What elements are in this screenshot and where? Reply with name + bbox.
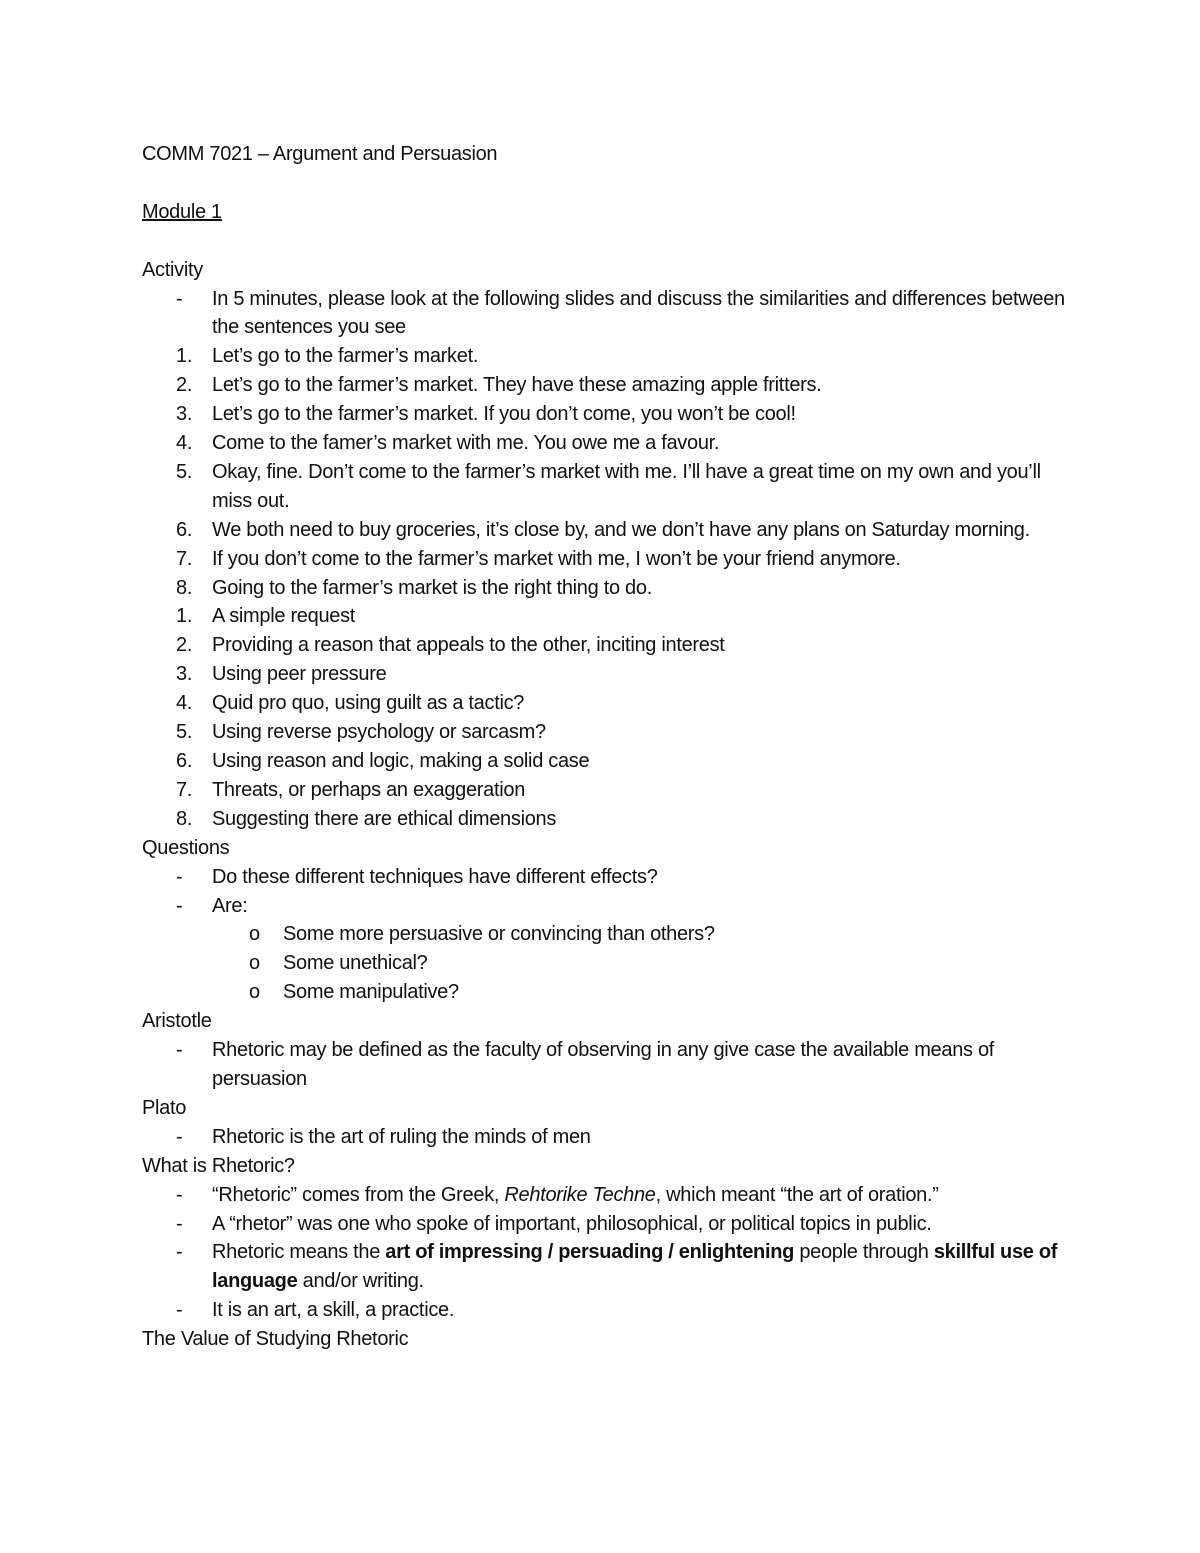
list-number: 4. — [176, 432, 193, 455]
dash-bullet: - — [176, 1241, 183, 1264]
list-item — [142, 1210, 1072, 1239]
list-number: 7. — [176, 547, 193, 570]
list-item — [142, 776, 1072, 805]
list-item-text: Using peer pressure — [212, 663, 387, 686]
list-item — [142, 1238, 1072, 1296]
section-heading-aristotle: Aristotle — [142, 1010, 212, 1033]
list-item-text: Quid pro quo, using guilt as a tactic? — [212, 692, 525, 715]
text-run: and/or writing. — [297, 1270, 424, 1293]
list-number: 5. — [176, 460, 193, 483]
list-item-text: Okay, fine. Don’t come to the farmer’s market with me. I’ll have a great time on my own and you’ll miss out. — [212, 460, 1041, 512]
list-item-text: Are: — [212, 894, 248, 917]
list-item-text: It is an art, a skill, a practice. — [212, 1299, 455, 1322]
list-item-text: Providing a reason that appeals to the other, inciting interest — [212, 634, 725, 657]
list-item — [142, 631, 1072, 660]
section-heading-what-is-rhetoric: What is Rhetoric? — [142, 1154, 295, 1177]
list-item — [142, 429, 1072, 458]
blank-line — [142, 227, 1072, 256]
list-item — [142, 805, 1072, 834]
document-page — [142, 140, 1072, 1354]
dash-bullet: - — [176, 1299, 183, 1322]
list-number: 1. — [176, 605, 193, 628]
list-item — [142, 602, 1072, 631]
list-item-text: In 5 minutes, please look at the following slides and discuss the similarities and differences between the sentences you see — [212, 287, 1065, 339]
list-item-text: A “rhetor” was one who spoke of important, philosophical, or political topics in public. — [212, 1212, 932, 1235]
dash-bullet: - — [176, 1183, 183, 1206]
section-heading-activity: Activity — [142, 258, 203, 281]
list-number: 6. — [176, 750, 193, 772]
list-item — [142, 285, 1072, 343]
module-heading: Module 1 — [142, 200, 222, 223]
text-run: “Rhetoric” comes from the Greek, — [212, 1183, 505, 1206]
list-number: 4. — [176, 692, 193, 715]
list-item — [142, 516, 1072, 545]
list-item-text: Suggesting there are ethical dimensions — [212, 807, 557, 830]
list-item — [142, 689, 1072, 718]
list-item-text: Come to the famer’s market with me. You owe me a favour. — [212, 432, 720, 455]
circle-bullet: o — [249, 923, 260, 946]
list-number: 1. — [176, 345, 193, 368]
section-heading-plato: Plato — [142, 1096, 187, 1119]
sub-list-item-text: Some more persuasive or convincing than others? — [283, 923, 715, 946]
dash-bullet: - — [176, 865, 183, 888]
list-item-text: Rhetoric may be defined as the faculty of observing in any give case the available means of persuasion — [212, 1039, 995, 1090]
sub-list-item-text: Some unethical? — [283, 952, 428, 975]
text-run: , which meant “the art of oration.” — [655, 1183, 939, 1206]
list-item-text: Going to the farmer’s market is the right thing to do. — [212, 576, 652, 599]
text-run: Rhetoric means the — [212, 1241, 386, 1264]
sub-list-item — [142, 920, 1072, 949]
list-item — [142, 718, 1072, 747]
dash-bullet: - — [176, 1039, 183, 1062]
list-item-text — [212, 1181, 1072, 1210]
list-item — [142, 747, 1072, 776]
list-item — [142, 574, 1072, 603]
list-number: 7. — [176, 778, 193, 801]
list-item — [142, 545, 1072, 574]
list-item-text: A simple request — [212, 605, 356, 628]
list-item-text: Do these different techniques have different effects? — [212, 865, 658, 888]
italic-term: Rehtorike Techne — [504, 1183, 656, 1206]
list-item — [142, 458, 1072, 516]
list-item — [142, 371, 1072, 400]
list-number: 3. — [176, 663, 193, 686]
bold-phrase: art of impressing / persuading / enlightening — [385, 1241, 795, 1264]
list-item — [142, 1123, 1072, 1152]
list-item-text: If you don’t come to the farmer’s market with me, I won’t be your friend anymore. — [212, 547, 901, 570]
list-item-text — [212, 1238, 1072, 1296]
section-heading-value-of-rhetoric: The Value of Studying Rhetoric — [142, 1328, 409, 1351]
list-item — [142, 342, 1072, 371]
dash-bullet: - — [176, 1125, 183, 1148]
list-number: 8. — [176, 807, 193, 830]
list-number: 8. — [176, 576, 193, 599]
list-number: 2. — [176, 634, 193, 657]
list-item-text: Let’s go to the farmer’s market. If you don’t come, you won’t be cool! — [212, 403, 796, 426]
list-number: 3. — [176, 403, 193, 426]
circle-bullet: o — [249, 952, 260, 975]
dash-bullet: - — [176, 1212, 183, 1235]
list-number: 6. — [176, 518, 193, 541]
list-item — [142, 1181, 1072, 1210]
list-item — [142, 892, 1072, 921]
list-item-text: Using reason and logic, making a solid case — [212, 750, 590, 772]
list-item-text: Let’s go to the farmer’s market. They have these amazing apple fritters. — [212, 374, 822, 397]
list-item — [142, 863, 1072, 892]
list-item — [142, 1036, 1072, 1094]
list-item-text: Threats, or perhaps an exaggeration — [212, 778, 526, 801]
blank-line — [142, 169, 1072, 198]
section-heading-questions: Questions — [142, 836, 230, 859]
document-title: COMM 7021 – Argument and Persuasion — [142, 143, 498, 165]
bold-phrase: skillful use of language — [212, 1241, 1058, 1293]
circle-bullet: o — [249, 981, 260, 1004]
list-item-text: Rhetoric is the art of ruling the minds of men — [212, 1125, 591, 1148]
list-number: 5. — [176, 721, 193, 744]
sub-list-item — [142, 949, 1072, 978]
list-item-text: We both need to buy groceries, it’s close by, and we don’t have any plans on Saturday morning. — [212, 518, 1030, 541]
list-item-text: Using reverse psychology or sarcasm? — [212, 721, 546, 744]
list-item-text: Let’s go to the farmer’s market. — [212, 345, 479, 368]
sub-list-item-text: Some manipulative? — [283, 981, 459, 1004]
dash-bullet: - — [176, 287, 183, 310]
sub-list-item — [142, 978, 1072, 1007]
text-run: people through — [794, 1241, 934, 1264]
list-number: 2. — [176, 374, 193, 397]
list-item — [142, 660, 1072, 689]
dash-bullet: - — [176, 894, 183, 917]
list-item — [142, 1296, 1072, 1325]
list-item — [142, 400, 1072, 429]
